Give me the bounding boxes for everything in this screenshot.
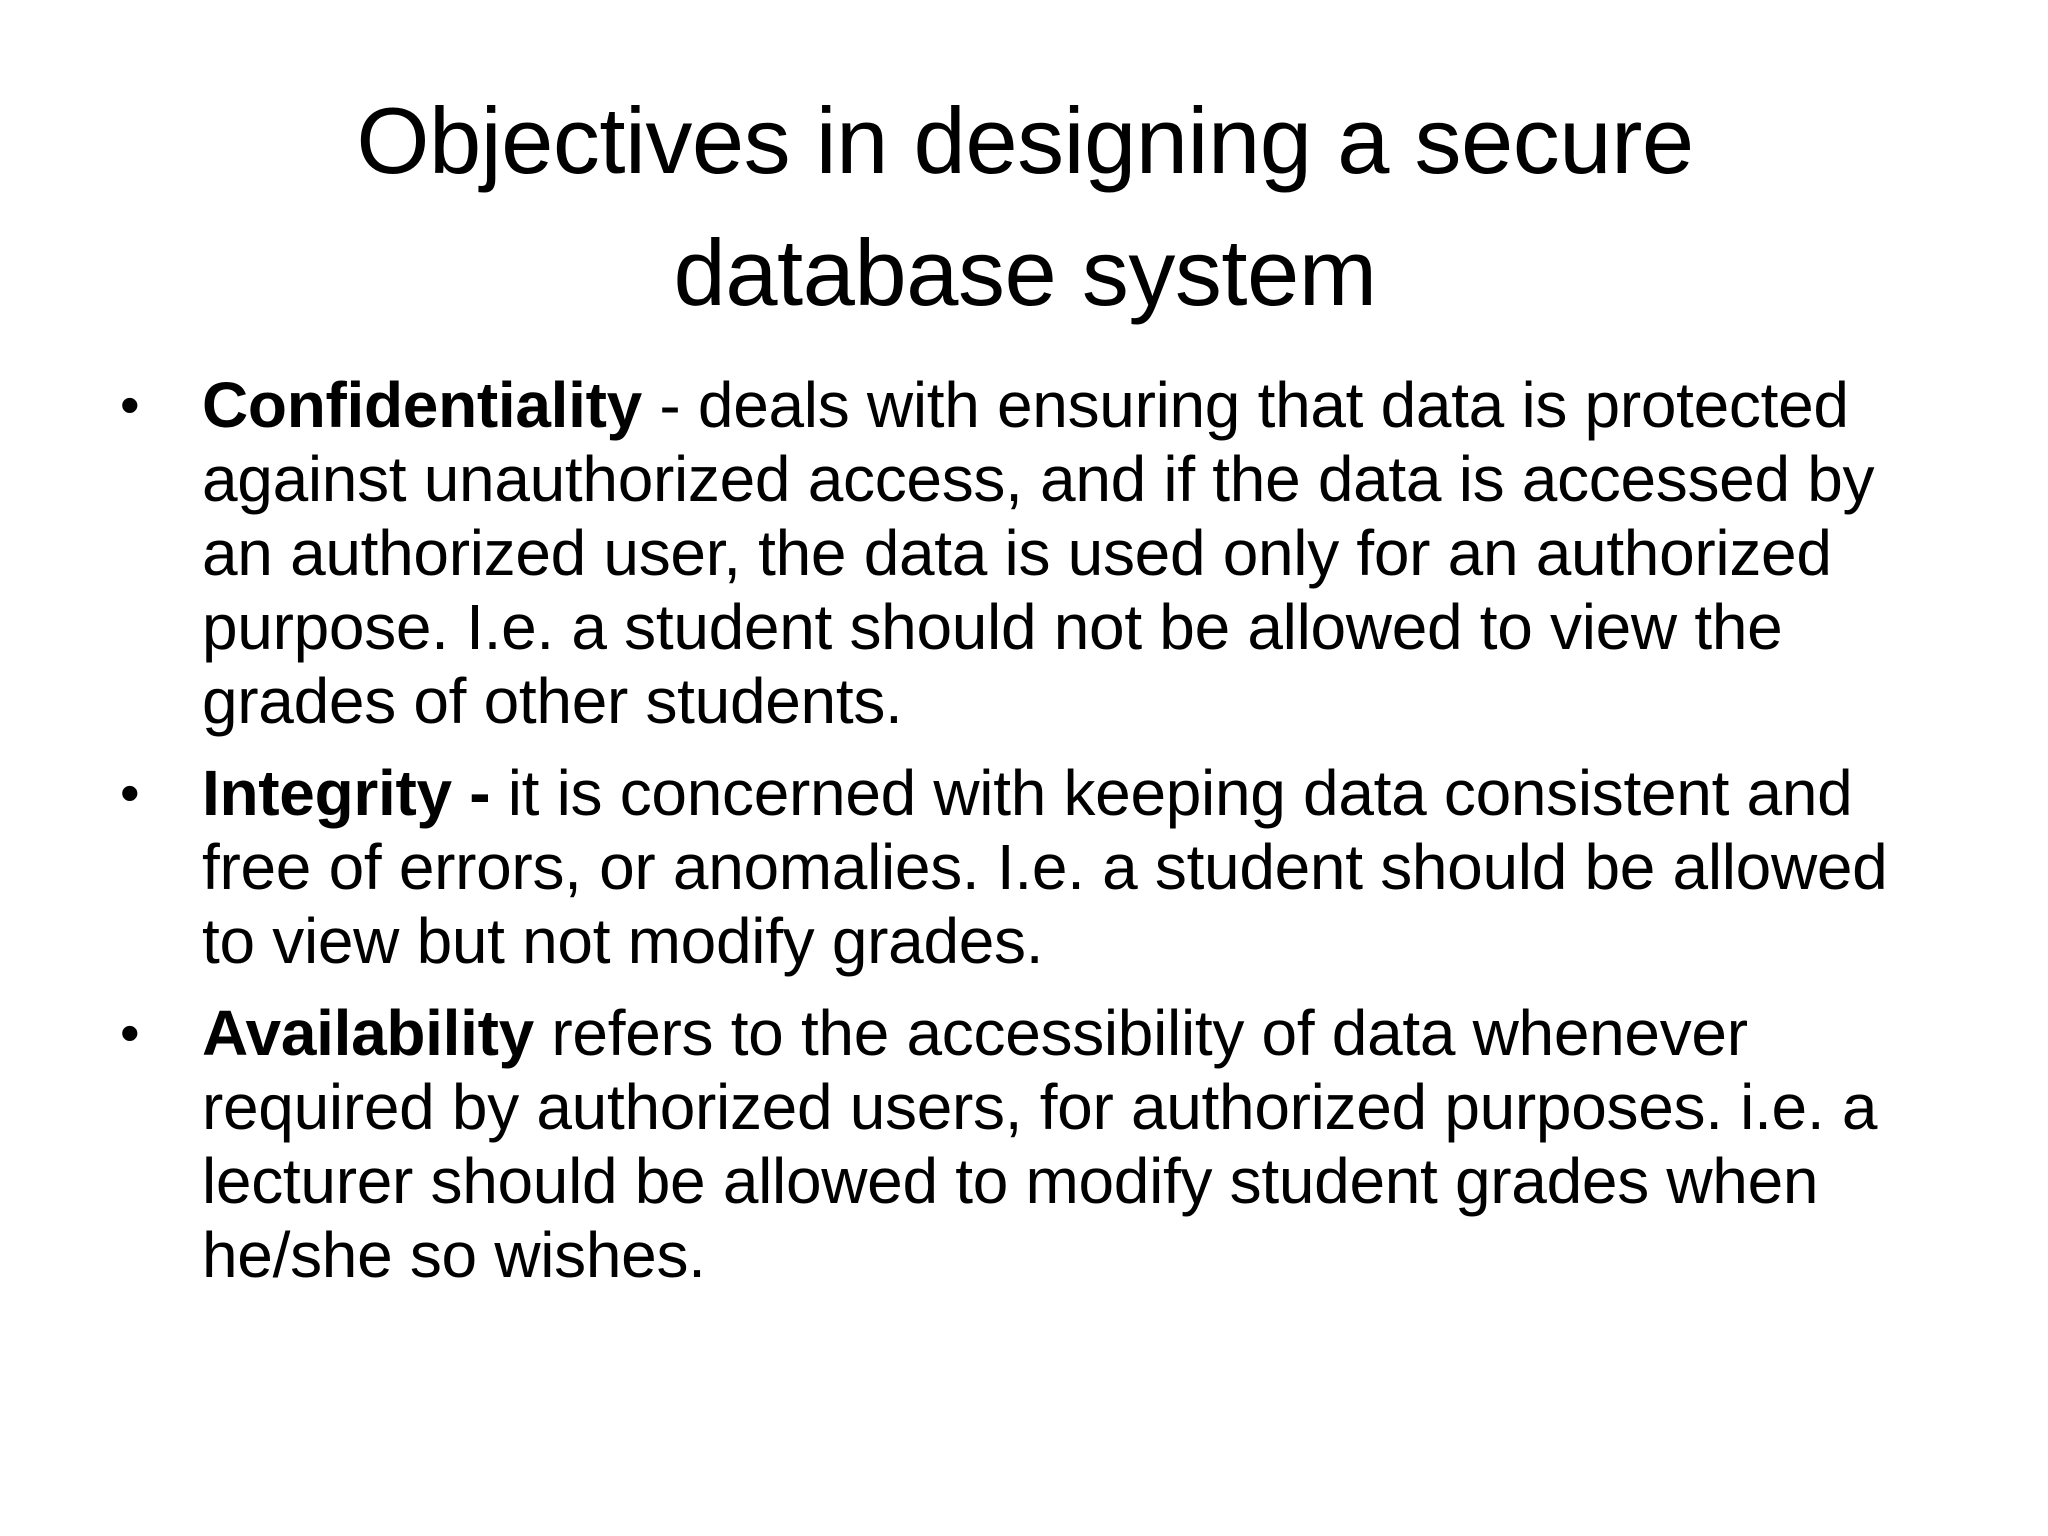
bullet-item-confidentiality (120, 368, 1950, 738)
bullet-term: Availability (202, 997, 534, 1069)
bullet-dot-icon: • (120, 761, 140, 824)
bullet-item-integrity (120, 756, 1950, 978)
slide-title: Objectives in designing a secure database system (356, 88, 1694, 325)
bullet-text: - deals with ensuring that data is protected against unauthorized access, and if the data is accessed by an authorized user, the data is used only for an authorized purpose. I.e. a student should not be allowed to view the grades of other students. (202, 369, 1875, 737)
bullet-dot-icon: • (120, 1001, 140, 1064)
bullet-text: refers to the accessibility of data whenever required by authorized users, for authorized purposes. i.e. a lecturer should be allowed to modify student grades when he/she so wishes. (202, 997, 1878, 1291)
bullet-text: it is concerned with keeping data consistent and free of errors, or anomalies. I.e. a student should be allowed to view but not modify grades. (202, 757, 1888, 977)
bullet-list (120, 368, 1950, 1310)
bullet-term: Confidentiality (202, 369, 642, 441)
bullet-term: Integrity - (202, 757, 491, 829)
bullet-dot-icon: • (120, 373, 140, 436)
bullet-item-availability (120, 996, 1950, 1292)
